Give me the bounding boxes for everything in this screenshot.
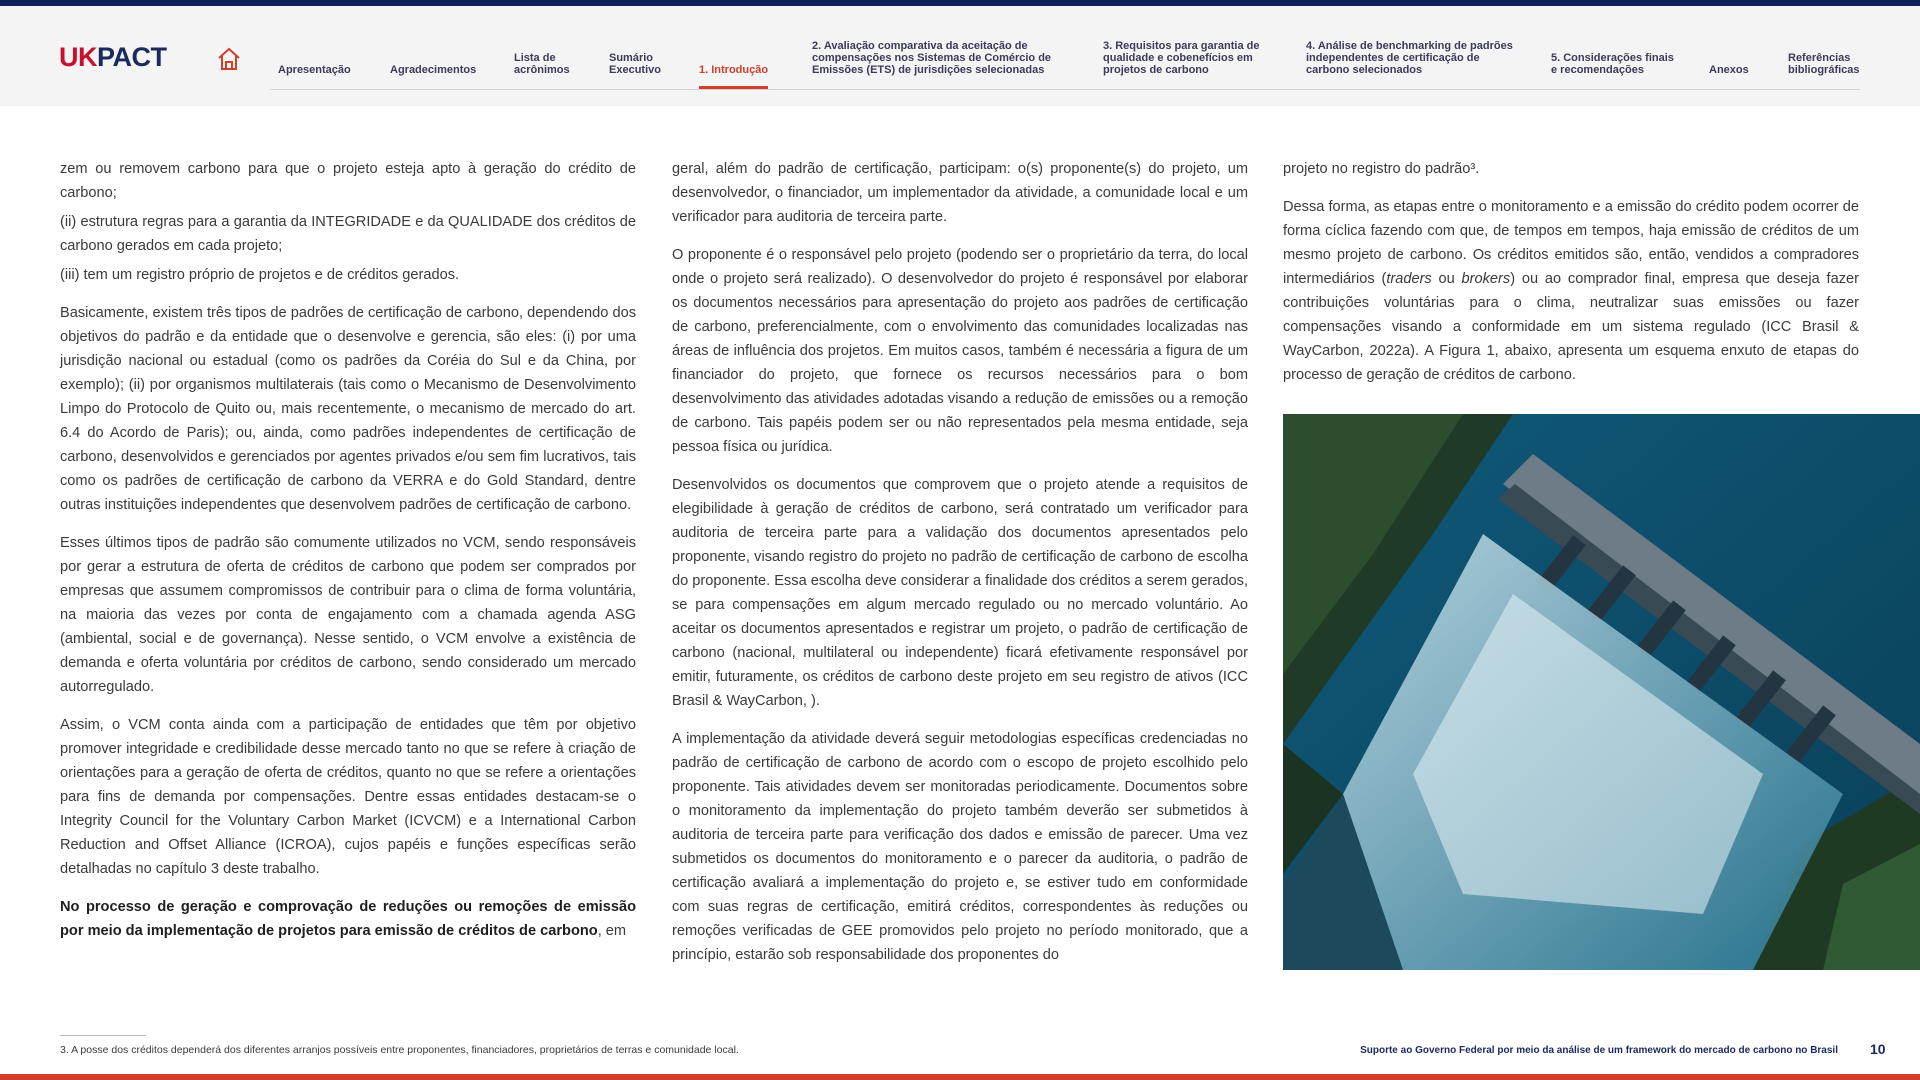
nav-consideracoes-finais[interactable]: 5. Considerações finais e recomendações — [1551, 52, 1674, 76]
paragraph: O proponente é o responsável pelo projeto (podendo ser o proprietário da terra, do local onde o projeto será realizado). O desenvolvedor do projeto é responsável por elaborar os documentos necessários para apresentação do projeto aos padrões de certificação de carbono, preferencialmente, com o envolvimento das comunidades localizadas nas áreas de influência dos projetos. Em muitos casos, também é necessária a figura de um financiador do projeto, que fornece os recursos necessários para o bom desenvolvimento das atividades adotadas visando a redução de emissões ou a remoção de carbono. Tais papéis podem ser ou não representados pela mesma entidade, seja pessoa física ou jurídica. — [672, 247, 1248, 455]
text-run: ou — [1431, 271, 1462, 287]
paragraph — [60, 895, 636, 943]
nav-requisitos[interactable]: 3. Requisitos para garantia de qualidade e cobenefícios em projetos de carbono — [1103, 40, 1260, 76]
paragraph: (iii) tem um registro próprio de projetos e de créditos gerados. — [60, 267, 460, 283]
paragraph: geral, além do padrão de certificação, participam: o(s) proponente(s) do projeto, um desenvolvedor, o financiador, um implementador da atividade, a comunidade local e um verificador para auditoria de terceira parte. — [672, 161, 1248, 225]
italic-term: traders — [1386, 271, 1432, 287]
nav-introducao[interactable]: 1. Introdução — [699, 64, 769, 76]
logo-uk: UK — [59, 42, 97, 72]
paragraph: Desenvolvidos os documentos que comprovem que o projeto atende a requisitos de elegibilidade à geração de créditos de carbono, será contratado um verificador para auditoria de terceira parte para a validação dos documentos apresentados pelo proponente, visando registro do projeto no padrão de certificação de carbono de escolha do proponente. Essa escolha deve considerar a finalidade dos créditos a serem gerados, se para compensações em algum mercado regulado ou no mercado voluntário. Ao aceitar os documentos apresentados e registrar um projeto, o padrão de certificação de carbono (nacional, multilateral ou independente) ficará efetivamente responsável por emitir, futuramente, os créditos de carbono deste projeto em seu registro de ativos (ICC Brasil & WayCarbon, ). — [672, 477, 1248, 709]
page-number: 10 — [1870, 1041, 1886, 1057]
dam-spillway-photo — [1283, 414, 1920, 970]
nav-referencias[interactable]: Referências bibliográficas — [1788, 52, 1860, 76]
paragraph-continuation: , em — [597, 923, 627, 939]
text-run: Dessa forma, as etapas entre o monitoramento e a emissão do crédito podem ocorrer de forma cíclica fazendo com que, de tempos em tempos, haja emissão de créditos de um mesmo projeto de carbono. Os créditos emitidos são, então, vendidos a compradores intermediários ( — [1283, 199, 1859, 287]
paragraph: Assim, o VCM conta ainda com a participação de entidades que têm por objetivo promover integridade e credibilidade desse mercado tanto no que se refere à criação de orientações para a geração de oferta de créditos, quanto no que se refere a orientações para fins de demanda por compensações. Dentre essas entidades destacam-se o Integrity Council for the Voluntary Carbon Market (ICVCM) e a International Carbon Reduction and Offset Alliance (ICROA), cujos papéis e funções específicas serão detalhadas no capítulo 3 deste trabalho. — [60, 717, 636, 877]
nav-sumario-executivo[interactable]: Sumário Executivo — [609, 52, 661, 76]
paragraph: projeto no registro do padrão³. — [1283, 161, 1480, 177]
footnote-separator — [60, 1035, 146, 1036]
logo-pact: PACT — [97, 42, 167, 72]
paragraph: (ii) estrutura regras para a garantia da INTEGRIDADE e da QUALIDADE dos créditos de carbono gerados em cada projeto; — [60, 214, 636, 254]
italic-term: brokers — [1461, 271, 1511, 287]
paragraph: zem ou removem carbono para que o projeto esteja apto à geração do crédito de carbono; — [60, 161, 636, 201]
footnote: 3. A posse dos créditos dependerá dos diferentes arranjos possíveis entre proponentes, financiadores, proprietários de terras e comunidade local. — [60, 1044, 739, 1056]
bottom-accent-bar — [0, 1074, 1920, 1080]
paragraph: Basicamente, existem três tipos de padrões de certificação de carbono, dependendo dos objetivos do padrão e da entidade que o desenvolve e gerencia, são eles: (i) por uma jurisdição nacional ou estadual (como os padrões da Coréia do Sul e da China, por exemplo); (ii) por organismos multilaterais (tais como o Mecanismo de Desenvolvimento Limpo do Protocolo de Quito ou, mais recentemente, o mecanismo de mercado do art. 6.4 do Acordo de Paris); ou, ainda, como padrões independentes de certificação de carbono, desenvolvidos e gerenciados por agentes privados e/ou sem fim lucrativos, tais como os padrões de certificação de carbono da VERRA e do Gold Standard, dentre outras instituições independentes que desenvolvem padrões de certificação de carbono. — [60, 305, 636, 513]
nav-lista-acronimos[interactable]: Lista de acrônimos — [514, 52, 570, 76]
nav-anexos[interactable]: Anexos — [1709, 64, 1749, 76]
active-tab-underline — [699, 86, 768, 89]
bold-lead: No processo de geração e comprovação de reduções ou remoções de emissão por meio da implementação de projetos para emissão de créditos de carbono — [60, 899, 636, 939]
paragraph — [1283, 195, 1859, 387]
header — [0, 6, 1920, 106]
text-column-3 — [1283, 157, 1859, 401]
nav-benchmarking[interactable]: 4. Análise de benchmarking de padrões independentes de certificação de carbono selecionados — [1306, 40, 1513, 76]
nav-apresentacao[interactable]: Apresentação — [278, 64, 351, 76]
text-column-2 — [672, 157, 1248, 981]
footer-document-title: Suporte ao Governo Federal por meio da análise de um framework do mercado de carbono no Brasil — [1360, 1045, 1838, 1056]
ukpact-logo[interactable] — [59, 42, 167, 73]
text-run: ) ou ao comprador final, empresa que deseja fazer contribuições voluntárias para o clima, neutralizar suas emissões ou fazer compensações visando a conformidade em um sistema regulado (ICC Brasil & WayCarbon, 2022a). A Figura 1, abaixo, apresenta um esquema enxuto de etapas do processo de geração de créditos de carbono. — [1283, 271, 1860, 383]
paragraph: Esses últimos tipos de padrão são comumente utilizados no VCM, sendo responsáveis por gerar a estrutura de oferta de créditos de carbono que podem ser comprados por empresas que assumem compromissos de contribuir para o clima de forma voluntária, na maioria das vezes por conta de engajamento com a chamada agenda ASG (ambiental, social e de governança). Nesse sentido, o VCM envolve a existência de demanda e oferta voluntária por créditos de carbono, sendo considerado um mercado autorregulado. — [60, 535, 636, 695]
chapter-nav — [270, 30, 1860, 90]
nav-avaliacao-comparativa[interactable]: 2. Avaliação comparativa da aceitação de compensações nos Sistemas de Comércio de Emissões (ETS) de jurisdições selecionadas — [812, 40, 1052, 76]
home-icon[interactable] — [216, 46, 242, 72]
paragraph: A implementação da atividade deverá seguir metodologias específicas credenciadas no padrão de certificação de carbono de acordo com o escopo de projeto escolhido pelo proponente. Tais atividades devem ser monitoradas periodicamente. Documentos sobre o monitoramento da implementação do projeto também deverão ser submetidos à auditoria de terceira parte para verificação dos dados e emissão de parecer. Uma vez submetidos os documentos do monitoramento e o parecer da auditoria, o padrão de certificação avaliará a implementação do projeto e, se estiver tudo em conformidade com suas regras de certificação, emitirá créditos, correspondentes às reduções ou remoções verificadas de GEE promovidos pelo projeto no período monitorado, que a princípio, estarão sob responsabilidade dos proponentes do — [672, 731, 1248, 963]
nav-agradecimentos[interactable]: Agradecimentos — [390, 64, 477, 76]
text-column-1 — [60, 157, 636, 957]
